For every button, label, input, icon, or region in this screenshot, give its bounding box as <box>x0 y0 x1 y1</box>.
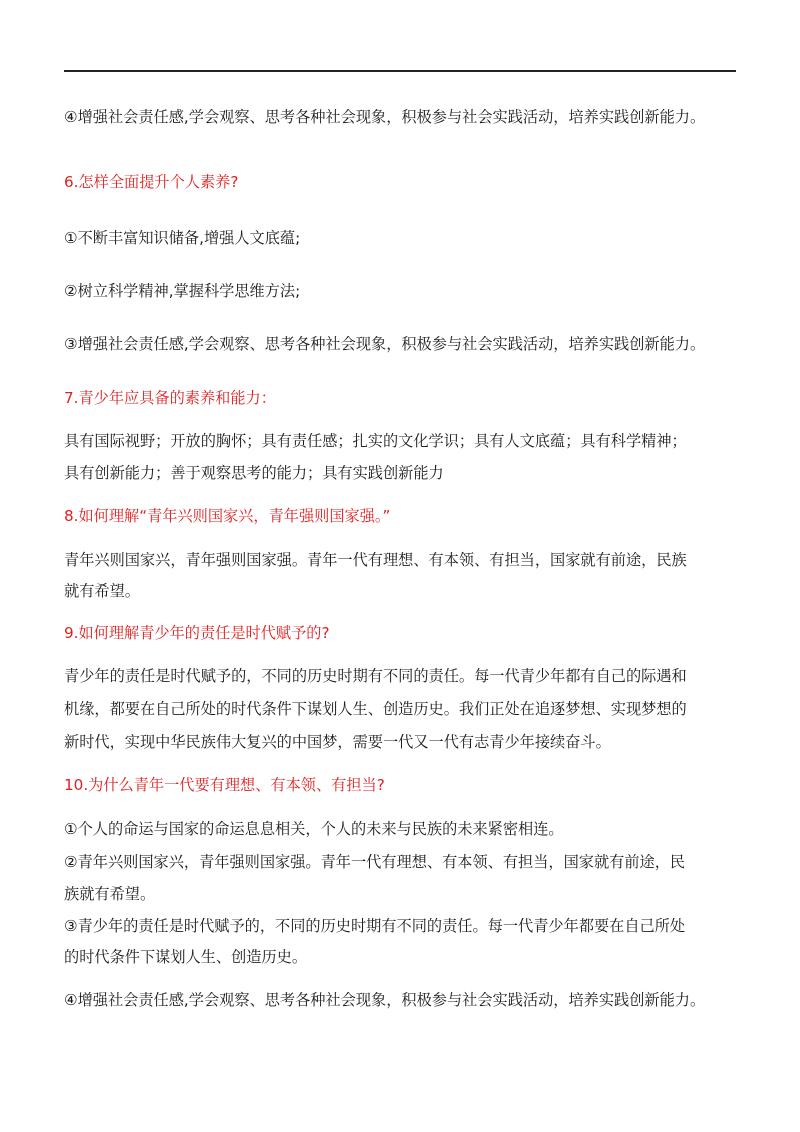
body-line: ①不断丰富知识储备,增强人文底蕴; <box>64 229 301 247</box>
question-heading-9: 9.如何理解青少年的责任是时代赋予的? <box>64 624 330 642</box>
body-line: ③增强社会责任感,学会观察、思考各种社会现象，积极参与社会实践活动，培养实践创新能力。 <box>64 335 706 353</box>
question-heading-6: 6.怎样全面提升个人素养? <box>64 173 239 191</box>
body-line: ②青年兴则国家兴，青年强则国家强。青年一代有理想、有本领、有担当，国家就有前途，民 <box>64 853 686 871</box>
body-line: 青年兴则国家兴，青年强则国家强。青年一代有理想、有本领、有担当，国家就有前途，民族 <box>64 551 687 569</box>
question-heading-8: 8.如何理解“青年兴则国家兴，青年强则国家强。” <box>64 507 391 525</box>
question-heading-10: 10.为什么青年一代要有理想、有本领、有担当? <box>64 776 385 794</box>
body-line: 新时代，实现中华民族伟大复兴的中国梦，需要一代又一代有志青少年接续奋斗。 <box>64 733 611 751</box>
body-line: 的时代条件下谋划人生、创造历史。 <box>64 948 307 966</box>
body-line: 就有希望。 <box>64 582 140 600</box>
question-heading-7: 7.青少年应具备的素养和能力： <box>64 389 276 407</box>
body-line: 机缘，都要在自己所处的时代条件下谋划人生、创造历史。我们正处在追逐梦想、实现梦想的 <box>64 700 687 718</box>
body-line: 青少年的责任是时代赋予的，不同的历史时期有不同的责任。每一代青少年都有自己的际遇和 <box>64 667 687 685</box>
body-line: ④增强社会责任感,学会观察、思考各种社会现象，积极参与社会实践活动，培养实践创新能力。 <box>64 991 706 1009</box>
body-line: 具有国际视野；开放的胸怀；具有责任感；扎实的文化学识；具有人文底蕴；具有科学精神； <box>64 432 687 450</box>
body-line: ③青少年的责任是时代赋予的，不同的历史时期有不同的责任。每一代青少年都要在自己所处 <box>64 917 686 935</box>
top-rule <box>64 70 736 72</box>
body-line: ①个人的命运与国家的命运息息相关，个人的未来与民族的未来紧密相连。 <box>64 820 564 838</box>
body-line: 族就有希望。 <box>64 885 156 903</box>
body-line: 具有创新能力；善于观察思考的能力；具有实践创新能力 <box>64 464 444 482</box>
body-line: ④增强社会责任感,学会观察、思考各种社会现象，积极参与社会实践活动，培养实践创新能力。 <box>64 108 706 126</box>
body-line: ②树立科学精神,掌握科学思维方法; <box>64 282 301 300</box>
